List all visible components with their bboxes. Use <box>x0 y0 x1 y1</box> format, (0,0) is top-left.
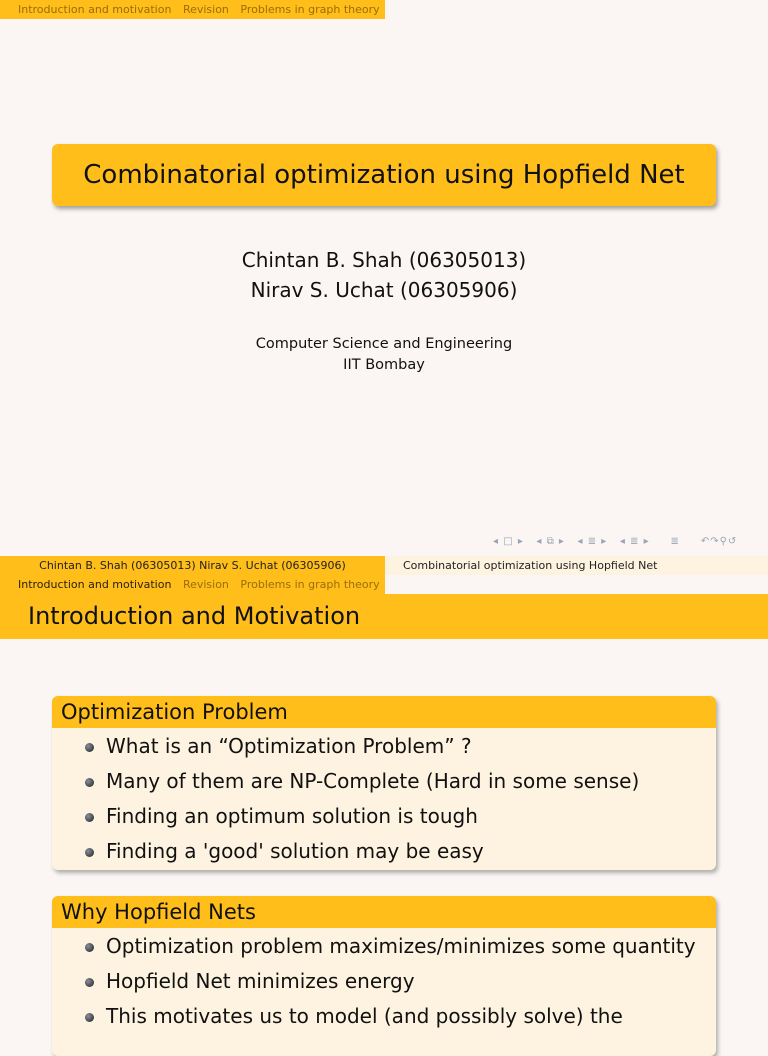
nav-section-graph-problems[interactable]: Problems in graph theory <box>240 578 380 591</box>
nav-section-revision[interactable]: Revision <box>182 578 229 591</box>
nav-frame-icon[interactable]: ◂ □ ▸ <box>493 536 524 547</box>
block-title: Why Hopfield Nets <box>52 896 716 928</box>
bullet-list <box>52 728 716 870</box>
institution-name: IIT Bombay <box>343 357 425 373</box>
list-item: This motivates us to model (and possibly solve) the <box>82 999 716 1034</box>
nav-strip-blank <box>385 0 768 19</box>
department-name: Computer Science and Engineering <box>255 336 513 352</box>
nav-strip-blank <box>385 575 768 594</box>
section-navigation <box>0 575 385 594</box>
footer-authors: Chintan B. Shah (06305013) Nirav S. Uchat (06305906) <box>0 556 385 575</box>
bullet-list <box>52 928 716 1042</box>
nav-search-icon[interactable]: ↶↷⚲↺ <box>700 536 738 547</box>
author-name: Nirav S. Uchat (06305906) <box>250 278 518 302</box>
list-item: Finding an optimum solution is tough <box>82 799 716 834</box>
nav-section-icon[interactable]: ◂ ≣ ▸ <box>577 536 608 547</box>
block-optimization-problem <box>52 696 716 870</box>
beamer-navigation-controls[interactable] <box>493 536 737 547</box>
nav-section-graph-problems[interactable]: Problems in graph theory <box>240 3 380 16</box>
nav-subsection-icon[interactable]: ◂ ⧉ ▸ <box>536 536 565 547</box>
nav-section-icon[interactable]: ◂ ≣ ▸ <box>619 536 650 547</box>
nav-section-introduction[interactable]: Introduction and motivation <box>18 578 172 591</box>
list-item: Many of them are NP-Complete (Hard in some sense) <box>82 764 716 799</box>
nav-toc-icon[interactable]: ≣ <box>670 536 680 547</box>
presentation-title: Combinatorial optimization using Hopfield Net <box>83 160 685 190</box>
nav-section-revision[interactable]: Revision <box>182 3 229 16</box>
footline <box>0 556 768 575</box>
list-item: Optimization problem maximizes/minimizes some quantity <box>82 929 716 964</box>
nav-section-introduction[interactable]: Introduction and motivation <box>18 3 172 16</box>
section-navigation <box>0 0 385 19</box>
list-item: Finding a 'good' solution may be easy <box>82 834 716 869</box>
frame-title: Introduction and Motivation <box>0 594 768 639</box>
institute <box>0 334 768 376</box>
list-item: Hopfield Net minimizes energy <box>82 964 716 999</box>
footer-title: Combinatorial optimization using Hopfield Net <box>385 556 768 575</box>
author-name: Chintan B. Shah (06305013) <box>241 248 527 272</box>
block-why-hopfield-nets <box>52 896 716 1056</box>
author-list <box>0 245 768 305</box>
block-title: Optimization Problem <box>52 696 716 728</box>
presentation-title-box <box>52 144 716 206</box>
list-item: What is an “Optimization Problem” ? <box>82 729 716 764</box>
